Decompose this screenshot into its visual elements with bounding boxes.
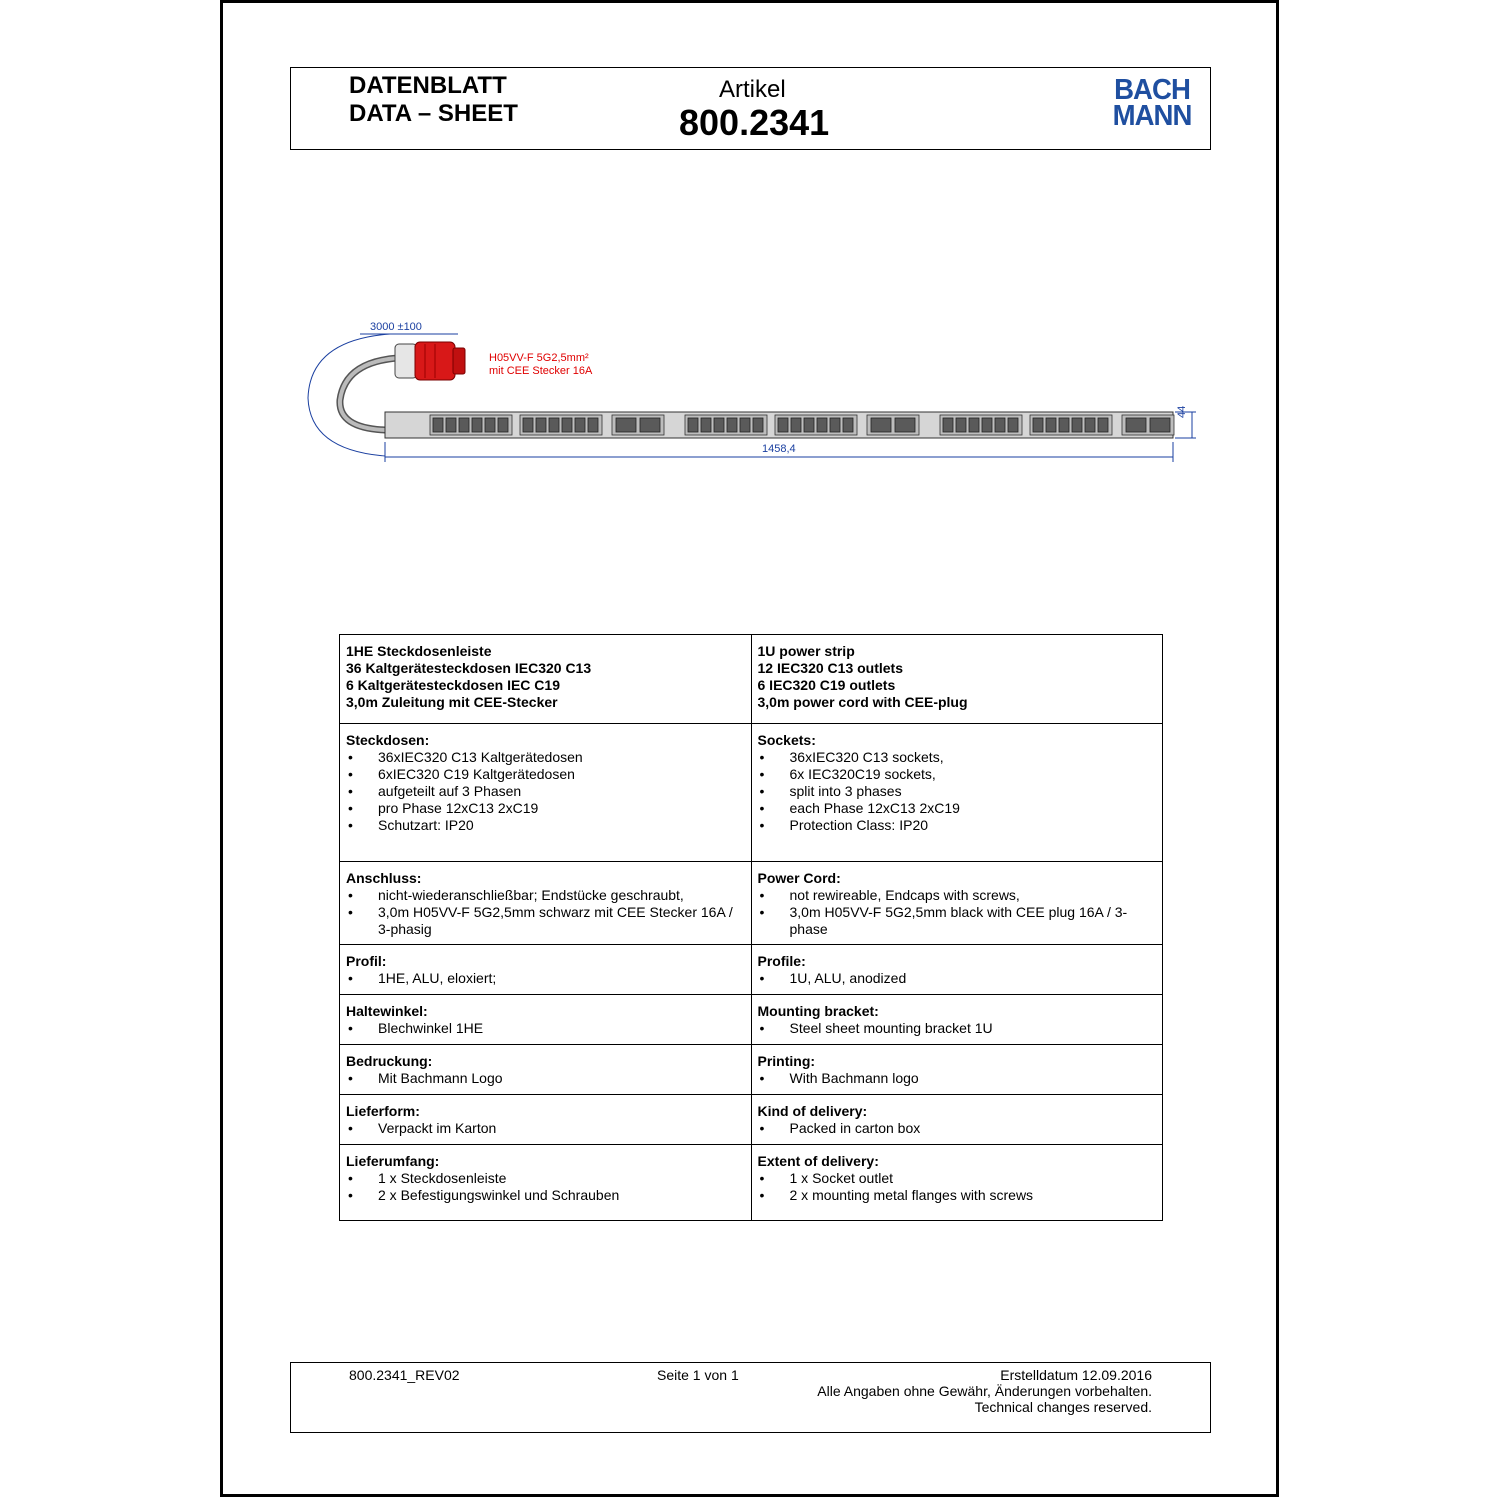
c13-socket [459, 418, 469, 432]
spec-cell-german [340, 945, 752, 995]
bullet-item: • 2 x mounting metal flanges with screws [758, 1187, 1157, 1204]
spec-cell-english [751, 995, 1163, 1045]
section-title: Printing: [757, 1053, 816, 1069]
cable-length-label: 3000 ±100 [370, 321, 422, 333]
bullet-list [758, 970, 1157, 987]
footer-disclaimer-de: Alle Angaben ohne Gewähr, Änderungen vorbehalten. [817, 1383, 1152, 1399]
bullet-list [346, 1170, 745, 1204]
height-dimension-label [1176, 406, 1188, 418]
intro-line: 12 IEC320 C13 outlets [757, 660, 904, 676]
c13-socket [778, 418, 788, 432]
bullet-list [346, 1120, 745, 1137]
bullet-item: • 36xIEC320 C13 sockets, [758, 749, 1157, 766]
bachmann-logo [1108, 74, 1196, 133]
bullet-list [758, 749, 1157, 834]
bullet-item: • 2 x Befestigungswinkel und Schrauben [346, 1187, 745, 1204]
c13-socket [1008, 418, 1018, 432]
c13-socket [523, 418, 533, 432]
spec-row [340, 635, 1163, 724]
spec-cell-english [751, 635, 1163, 724]
bullet-list [346, 970, 745, 987]
cable-note-line-2: mit CEE Stecker 16A [489, 365, 593, 377]
c13-socket [804, 418, 814, 432]
c13-socket [714, 418, 724, 432]
spec-cell-german [340, 635, 752, 724]
bullet-item: • nicht-wiederanschließbar; Endstücke geschraubt, [346, 887, 745, 904]
section-title: Lieferform: [346, 1103, 420, 1119]
c13-socket [753, 418, 763, 432]
footer-revision: 800.2341_REV02 [349, 1367, 460, 1383]
c19-socket [640, 418, 660, 432]
c13-socket [549, 418, 559, 432]
footer-page-number: Seite 1 von 1 [657, 1367, 739, 1383]
spec-cell-english [751, 945, 1163, 995]
title-german: DATENBLATT [349, 72, 507, 99]
c13-socket [688, 418, 698, 432]
intro-line: 6 Kaltgerätesteckdosen IEC C19 [346, 677, 560, 693]
spec-cell-german [340, 995, 752, 1045]
c13-socket [727, 418, 737, 432]
spec-cell-german [340, 1145, 752, 1221]
section-title: Sockets: [757, 732, 816, 748]
c13-socket [1072, 418, 1082, 432]
bullet-item: • 1 x Socket outlet [758, 1170, 1157, 1187]
bullet-item: • 1U, ALU, anodized [758, 970, 1157, 987]
spec-cell-english [751, 862, 1163, 945]
c13-socket [433, 418, 443, 432]
logo-line-1: BACH [1114, 74, 1190, 106]
spec-cell-german [340, 1045, 752, 1095]
c13-socket [982, 418, 992, 432]
intro-line: 3,0m power cord with CEE-plug [757, 694, 968, 710]
spec-row [340, 724, 1163, 862]
c19-socket [871, 418, 891, 432]
spec-row [340, 995, 1163, 1045]
bullet-item: • not rewireable, Endcaps with screws, [758, 887, 1157, 904]
section-title: Lieferumfang: [346, 1153, 440, 1169]
c13-socket [1098, 418, 1108, 432]
bullet-list [758, 1070, 1157, 1087]
intro-line: 1HE Steckdosenleiste [346, 643, 492, 659]
c13-socket [1085, 418, 1095, 432]
bullet-list [346, 887, 745, 938]
c13-socket [817, 418, 827, 432]
c13-socket [791, 418, 801, 432]
bullet-item: • Packed in carton box [758, 1120, 1157, 1137]
bullet-item: • Protection Class: IP20 [758, 817, 1157, 834]
spec-cell-english [751, 1145, 1163, 1221]
height-value: 44 [1176, 405, 1188, 418]
c13-socket [446, 418, 456, 432]
bullet-item: • aufgeteilt auf 3 Phasen [346, 783, 745, 800]
bullet-list [758, 1120, 1157, 1137]
c13-socket [588, 418, 598, 432]
spec-row [340, 862, 1163, 945]
c13-socket [1046, 418, 1056, 432]
section-title: Profile: [757, 953, 806, 969]
bullet-item: • 6x IEC320C19 sockets, [758, 766, 1157, 783]
bullet-item: • 3,0m H05VV-F 5G2,5mm schwarz mit CEE Stecker 16A / 3-phasig [346, 904, 745, 938]
bullet-item: • each Phase 12xC13 2xC19 [758, 800, 1157, 817]
spec-cell-english [751, 1095, 1163, 1145]
section-title: Bedruckung: [346, 1053, 433, 1069]
title-english: DATA – SHEET [349, 100, 518, 127]
c13-socket [956, 418, 966, 432]
c13-socket [472, 418, 482, 432]
spec-cell-german [340, 862, 752, 945]
c19-socket [1126, 418, 1146, 432]
outlet-row [430, 415, 1174, 435]
footer-notes [817, 1367, 1152, 1415]
spec-cell-german [340, 724, 752, 862]
section-title: Mounting bracket: [757, 1003, 879, 1019]
bullet-item: • 1HE, ALU, eloxiert; [346, 970, 745, 987]
spec-cell-german [340, 1095, 752, 1145]
bullet-item: • pro Phase 12xC13 2xC19 [346, 800, 745, 817]
c13-socket [969, 418, 979, 432]
bullet-list [758, 887, 1157, 938]
logo-line-2: MANN [1112, 100, 1192, 132]
document-header [290, 67, 1211, 150]
c13-socket [995, 418, 1005, 432]
bullet-item: • Steel sheet mounting bracket 1U [758, 1020, 1157, 1037]
article-label: Artikel [719, 76, 786, 103]
article-number: 800.2341 [679, 102, 830, 143]
section-title: Power Cord: [757, 870, 841, 886]
c13-socket [575, 418, 585, 432]
bullet-item: • Verpackt im Karton [346, 1120, 745, 1137]
cable-note-line-1: H05VV-F 5G2,5mm² [489, 352, 589, 364]
bullet-list [758, 1020, 1157, 1037]
footer-disclaimer-en: Technical changes reserved. [974, 1399, 1152, 1415]
intro-line: 1U power strip [757, 643, 855, 659]
intro-line: 3,0m Zuleitung mit CEE-Stecker [346, 694, 558, 710]
c13-socket [485, 418, 495, 432]
specification-table [339, 634, 1163, 1221]
bullet-list [346, 749, 745, 834]
bullet-item: • Schutzart: IP20 [346, 817, 745, 834]
spec-row [340, 1045, 1163, 1095]
c13-socket [701, 418, 711, 432]
intro-line: 36 Kaltgerätesteckdosen IEC320 C13 [346, 660, 592, 676]
bullet-item: • With Bachmann logo [758, 1070, 1157, 1087]
c13-socket [498, 418, 508, 432]
intro-line: 6 IEC320 C19 outlets [757, 677, 896, 693]
length-dimension-label: 1458,4 [762, 443, 796, 455]
section-title: Kind of delivery: [757, 1103, 868, 1119]
bullet-item: • 3,0m H05VV-F 5G2,5mm black with CEE plug 16A / 3-phase [758, 904, 1157, 938]
bullet-item: • split into 3 phases [758, 783, 1157, 800]
c13-socket [1059, 418, 1069, 432]
footer-date: Erstelldatum 12.09.2016 [1000, 1367, 1152, 1383]
c13-socket [830, 418, 840, 432]
section-title: Steckdosen: [346, 732, 430, 748]
bullet-list [346, 1070, 745, 1087]
product-drawing [290, 300, 1211, 500]
c13-socket [562, 418, 572, 432]
spec-row [340, 945, 1163, 995]
section-title: Extent of delivery: [757, 1153, 879, 1169]
c19-socket [895, 418, 915, 432]
section-title: Profil: [346, 953, 387, 969]
c13-socket [536, 418, 546, 432]
cee-plug [395, 342, 465, 380]
section-title: Haltewinkel: [346, 1003, 428, 1019]
bullet-item: • 6xIEC320 C19 Kaltgerätedosen [346, 766, 745, 783]
spec-row [340, 1145, 1163, 1221]
c13-socket [1033, 418, 1043, 432]
section-title: Anschluss: [346, 870, 422, 886]
bullet-item: • Blechwinkel 1HE [346, 1020, 745, 1037]
spec-cell-english [751, 1045, 1163, 1095]
spec-cell-english [751, 724, 1163, 862]
spec-row [340, 1095, 1163, 1145]
c13-socket [943, 418, 953, 432]
document-footer [290, 1362, 1211, 1433]
c19-socket [616, 418, 636, 432]
bullet-item: • 1 x Steckdosenleiste [346, 1170, 745, 1187]
bullet-item: • Mit Bachmann Logo [346, 1070, 745, 1087]
power-strip-drawing [290, 300, 1211, 500]
c13-socket [740, 418, 750, 432]
bullet-item: • 36xIEC320 C13 Kaltgerätedosen [346, 749, 745, 766]
bullet-list [346, 1020, 745, 1037]
bullet-list [758, 1170, 1157, 1204]
c19-socket [1150, 418, 1170, 432]
c13-socket [843, 418, 853, 432]
